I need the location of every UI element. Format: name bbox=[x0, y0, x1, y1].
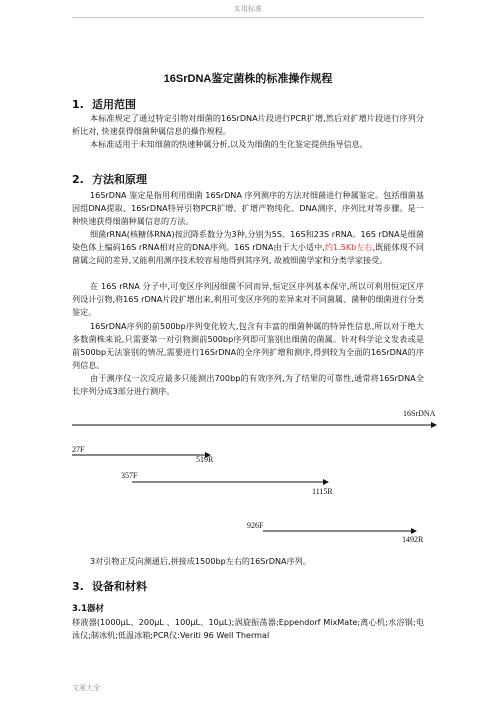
section-2-paragraph-1: 16SrDNA 鉴定是指用利用细菌 16SrDNA 序列测序的方法对细菌进行种属鉴定。包括细菌基因组DNA提取、16SrDNA特异引物PCR扩增、扩增产物纯化、DNA测序、序列比对等步骤。是一种快速获得细菌种属信息的方法。 bbox=[72, 190, 424, 226]
gene-label: 16SrDNA bbox=[403, 409, 436, 418]
primer-27f-label: 27F bbox=[72, 445, 85, 454]
section-2-title: 方法和原理 bbox=[92, 173, 147, 186]
header-divider bbox=[72, 17, 424, 18]
primer-1115r-label: 1115R bbox=[312, 487, 333, 496]
section-2-paragraph-5: 由于测序仪一次反应最多只能测出700bp的有效序列,为了结果的可靠性,通常将16SrDNA全长序列分成3部分进行测序。 bbox=[72, 373, 424, 396]
primer-357f-label: 357F bbox=[121, 471, 138, 480]
section-2-number: 2. bbox=[72, 173, 84, 186]
section-3-heading bbox=[72, 578, 147, 594]
section-2-paragraph-3: 在 16S rRNA 分子中,可变区序列因细菌不同而异,恒定区序列基本保守,所以可利用恒定区序列设计引物,将16S rDNA片段扩增出来,利用可变区序列的差异来对不同菌属、菌种的细菌进行分类鉴定。 bbox=[72, 281, 424, 317]
subsection-3-1-heading: 3.1器材 bbox=[72, 604, 105, 614]
section-1-paragraph-2: 本标准适用于未知细菌的快速种属分析,以及为细菌的生化鉴定提供指导信息。 bbox=[90, 139, 368, 149]
section-2-paragraph-2 bbox=[72, 228, 424, 267]
document-title: 16SrDNA鉴定菌株的标准操作规程 bbox=[163, 73, 333, 85]
rdna-intro-text-cont: ,既能体现不同菌属之间的差异,又能利用测序技术较容易地得到其序列, 故被细菌学家和分类学家接受。 bbox=[72, 242, 424, 265]
header-text: 实用标准 bbox=[234, 5, 262, 13]
section-1-number: 1. bbox=[72, 98, 84, 111]
size-highlight: 约1.5Kb左右 bbox=[324, 242, 373, 252]
page-footer: 文案大全 bbox=[72, 684, 100, 692]
primer-1492r-label: 1492R bbox=[402, 535, 424, 544]
section-3-paragraph: 移液器(1000μL、200μL 、100μL、10μL);涡旋振荡器;Eppendorf MixMate;离心机;水浴锅;电泳仪;制冰机;低温冰箱;PCR仪:Veriti 96 Well Thermal bbox=[72, 617, 424, 640]
primer-519r-label: 519R bbox=[196, 455, 214, 464]
diagram-note: 3对引物正反向测通后,拼接成1500bp左右的16SrDNA序列。 bbox=[90, 556, 311, 566]
section-2-paragraph-4: 16SrDNA序列的前500bp序列变化较大,包含有丰富的细菌种属的特异性信息,所以对于绝大多数菌株来说,只需要第一对引物测前500bp序列即可鉴别出细菌的菌属。针对科学论文发表或是前500bp无法鉴别的情况,需要进行16SrDNA的全序列扩增和测序,得到较为全面的16SrDNA的序列信息。 bbox=[72, 321, 424, 370]
section-1-heading bbox=[72, 96, 136, 112]
section-2-heading bbox=[72, 171, 147, 187]
section-3-number: 3. bbox=[72, 580, 84, 593]
page-header bbox=[0, 0, 496, 22]
rdna-intro-text: 细菌rRNA(核糖体RNA)按沉降系数分为3种,分别为5S、16S和23S rRNA。16S rDNA是细菌染色体上编码16S rRNA相对应的DNA序列。16S rDNA由于大小适中, bbox=[72, 229, 424, 252]
section-1-paragraph-1: 本标准规定了通过特定引物对细菌的16SrDNA片段进行PCR扩增,然后对扩增片段进行序列分析比对, 快速获得细菌种属信息的操作规程。 bbox=[72, 113, 424, 136]
section-3-title: 设备和材料 bbox=[92, 580, 147, 593]
primer-926f-label: 926F bbox=[247, 521, 264, 530]
section-1-title: 适用范围 bbox=[92, 98, 136, 111]
